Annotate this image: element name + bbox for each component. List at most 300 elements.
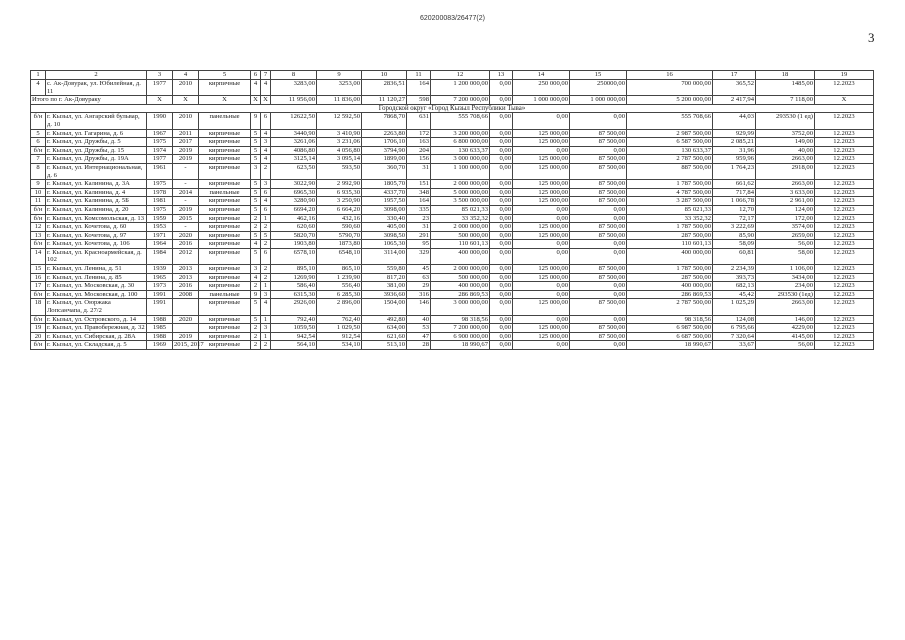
cell-col-2: г. Кызыл, ул. Кочетова, д. 97 [46, 231, 147, 240]
cell-col-19: 12.2023 [815, 341, 874, 350]
cell-col-16: 400 000,00 [627, 282, 713, 291]
cell-col-8: 1269,90 [271, 273, 317, 282]
cell-col-2: г. Кызыл, ул. Оюржака Лопсанчапа, д. 27/2 [46, 299, 147, 315]
cell-col-19: 12.2023 [815, 138, 874, 147]
cell-col-16: 85 021,33 [627, 205, 713, 214]
cell-col-13: 0,00 [490, 138, 513, 147]
cell-col-13: 0,00 [490, 96, 513, 105]
cell-col-3: 1990 [147, 113, 173, 129]
cell-col-7: 3 [261, 290, 271, 299]
cell-col-6: 5 [251, 248, 261, 264]
cell-col-9: 6 285,30 [317, 290, 362, 299]
cell-col-18: 3752,00 [756, 129, 815, 138]
cell-col-2: г. Кызыл, ул. Московская, д. 30 [46, 282, 147, 291]
cell-col-17: 33,67 [713, 341, 756, 350]
cell-col-10: 381,00 [362, 282, 407, 291]
cell-col-7: 1 [261, 315, 271, 324]
cell-col-12: 3 000 000,00 [431, 299, 490, 315]
cell-col-4: 2008 [173, 290, 199, 299]
cell-col-3: 1953 [147, 223, 173, 232]
cell-col-5: панельные [199, 290, 251, 299]
cell-col-17: 44,03 [713, 113, 756, 129]
cell-col-5: кирпичные [199, 80, 251, 96]
cell-col-12: 110 601,13 [431, 240, 490, 249]
cell-col-12: 2 000 000,00 [431, 180, 490, 189]
cell-col-6: 5 [251, 188, 261, 197]
cell-col-10: 1957,50 [362, 197, 407, 206]
table-row [31, 188, 874, 197]
cell-col-11: 23 [407, 214, 431, 223]
cell-col-10: 3114,00 [362, 248, 407, 264]
cell-col-15: 0,00 [570, 282, 627, 291]
cell-col-13: 0,00 [490, 341, 513, 350]
cell-col-10: 2836,51 [362, 80, 407, 96]
cell-col-9: 6 935,30 [317, 188, 362, 197]
cell-col-2: г. Кызыл, ул. Интернациональная, д. 6 [46, 163, 147, 179]
cell-col-3: 1977 [147, 155, 173, 164]
cell-col-4: 2019 [173, 155, 199, 164]
cell-col-4: 2016 [173, 240, 199, 249]
cell-col-8: 792,40 [271, 315, 317, 324]
cell-col-8: 3261,06 [271, 138, 317, 147]
cell-col-8: 6578,10 [271, 248, 317, 264]
cell-col-9: 2 992,90 [317, 180, 362, 189]
cell-col-4: 4 [173, 71, 199, 80]
cell-col-6: 5 [251, 197, 261, 206]
cell-col-10: 3098,50 [362, 231, 407, 240]
cell-col-13: 0,00 [490, 273, 513, 282]
cell-col-8: 586,40 [271, 282, 317, 291]
cell-col-8: 3022,90 [271, 180, 317, 189]
cell-col-13: 0,00 [490, 180, 513, 189]
cell-col-12: 400 000,00 [431, 248, 490, 264]
cell-col-12: 6 900 000,00 [431, 332, 490, 341]
cell-col-12: 12 [431, 71, 490, 80]
cell-col-11: 631 [407, 113, 431, 129]
cell-col-6: 4 [251, 273, 261, 282]
cell-col-9: 4 056,80 [317, 146, 362, 155]
cell-col-14: 0,00 [513, 290, 570, 299]
cell-col-12: 500 000,00 [431, 273, 490, 282]
cell-col-13: 0,00 [490, 129, 513, 138]
cell-col-8: 6694,20 [271, 205, 317, 214]
cell-col-16: 130 633,37 [627, 146, 713, 155]
cell-col-8: 6965,30 [271, 188, 317, 197]
table-row [31, 290, 874, 299]
section-title: Городской округ «Город Кызыл Республики Тыва» [31, 104, 874, 113]
cell-col-6: 5 [251, 138, 261, 147]
cell-col-16: 18 990,67 [627, 341, 713, 350]
cell-col-19: 12.2023 [815, 265, 874, 274]
cell-col-7: 6 [261, 188, 271, 197]
cell-col-15: 0,00 [570, 240, 627, 249]
cell-col-19: 12.2023 [815, 197, 874, 206]
cell-col-18: 172,00 [756, 214, 815, 223]
cell-col-13: 13 [490, 71, 513, 80]
cell-col-4: - [173, 163, 199, 179]
cell-col-18: 4229,00 [756, 324, 815, 333]
cell-col-7: 2 [261, 163, 271, 179]
cell-col-15: 87 500,00 [570, 155, 627, 164]
cell-col-12: 1 100 000,00 [431, 163, 490, 179]
cell-col-3: 1988 [147, 332, 173, 341]
cell-col-6: 5 [251, 205, 261, 214]
cell-col-3: 3 [147, 71, 173, 80]
cell-col-3: 1988 [147, 315, 173, 324]
cell-col-5: кирпичные [199, 240, 251, 249]
cell-col-9: 3253,00 [317, 80, 362, 96]
cell-col-19: 12.2023 [815, 248, 874, 264]
cell-col-4 [173, 324, 199, 333]
cell-col-15: 87 500,00 [570, 163, 627, 179]
cell-col-15: 0,00 [570, 205, 627, 214]
table-row [31, 138, 874, 147]
cell-col-14: 0,00 [513, 214, 570, 223]
cell-col-17: 45,42 [713, 290, 756, 299]
cell-col-15: 87 500,00 [570, 129, 627, 138]
cell-col-17: 85,90 [713, 231, 756, 240]
cell-col-2: г. Кызыл, ул. Дружбы, д. 19А [46, 155, 147, 164]
cell-col-10: 1706,10 [362, 138, 407, 147]
cell-col-11: 40 [407, 315, 431, 324]
cell-col-14: 125 000,00 [513, 231, 570, 240]
cell-col-11: 47 [407, 332, 431, 341]
cell-col-10: 3098,00 [362, 205, 407, 214]
cell-col-5: кирпичные [199, 341, 251, 350]
cell-col-10: 4337,70 [362, 188, 407, 197]
cell-col-13: 0,00 [490, 231, 513, 240]
cell-col-11: 348 [407, 188, 431, 197]
cell-col-19: 12.2023 [815, 188, 874, 197]
cell-col-16: 2 787 500,00 [627, 155, 713, 164]
cell-col-16: 700 000,00 [627, 80, 713, 96]
cell-col-11: 11 [407, 71, 431, 80]
cell-col-13: 0,00 [490, 80, 513, 96]
cell-col-5: кирпичные [199, 205, 251, 214]
cell-col-2: г. Кызыл, ул. Калинина, д. 20 [46, 205, 147, 214]
cell-col-14: 125 000,00 [513, 332, 570, 341]
cell-col-16: 6 687 500,00 [627, 332, 713, 341]
cell-col-5: кирпичные [199, 129, 251, 138]
cell-col-16: 1 787 500,00 [627, 223, 713, 232]
cell-col-16: 3 287 500,00 [627, 197, 713, 206]
column-number-row [31, 71, 874, 80]
table-row [31, 273, 874, 282]
cell-col-16: 400 000,00 [627, 248, 713, 264]
cell-col-1: Итого по г. Ак-Довураку [31, 96, 147, 105]
cell-col-13: 0,00 [490, 146, 513, 155]
cell-col-2: с. Ак-Довурак, ул. Юбилейная, д. 11 [46, 80, 147, 96]
cell-col-15: 87 500,00 [570, 324, 627, 333]
cell-col-10: 513,10 [362, 341, 407, 350]
cell-col-3: 1964 [147, 240, 173, 249]
cell-col-10: 405,00 [362, 223, 407, 232]
cell-col-4: - [173, 180, 199, 189]
cell-col-13: 0,00 [490, 240, 513, 249]
cell-col-4: X [173, 96, 199, 105]
table-row [31, 146, 874, 155]
cell-col-10: 634,00 [362, 324, 407, 333]
cell-col-1: б/н [31, 290, 46, 299]
cell-col-11: 31 [407, 223, 431, 232]
cell-col-17: 12,70 [713, 205, 756, 214]
cell-col-13: 0,00 [490, 265, 513, 274]
cell-col-16: 16 [627, 71, 713, 80]
cell-col-11: 172 [407, 129, 431, 138]
cell-col-1: 10 [31, 188, 46, 197]
cell-col-4: 2016 [173, 282, 199, 291]
cell-col-14: 250 000,00 [513, 80, 570, 96]
cell-col-17: 1 025,29 [713, 299, 756, 315]
cell-col-16: 6 587 500,00 [627, 138, 713, 147]
cell-col-7: 4 [261, 146, 271, 155]
table-row [31, 282, 874, 291]
cell-col-17: 6 795,66 [713, 324, 756, 333]
cell-col-12: 400 000,00 [431, 282, 490, 291]
cell-col-4: 2015 [173, 214, 199, 223]
table-row [31, 341, 874, 350]
cell-col-16: 33 352,32 [627, 214, 713, 223]
cell-col-8: 3125,14 [271, 155, 317, 164]
cell-col-15: 87 500,00 [570, 265, 627, 274]
cell-col-10: 360,70 [362, 163, 407, 179]
cell-col-8: 623,50 [271, 163, 317, 179]
cell-col-3: 1977 [147, 80, 173, 96]
cell-col-14: 125 000,00 [513, 129, 570, 138]
cell-col-8: 3440,90 [271, 129, 317, 138]
cell-col-18: 7 118,00 [756, 96, 815, 105]
cell-col-11: 204 [407, 146, 431, 155]
cell-col-4: 2014 [173, 188, 199, 197]
cell-col-18: 293530 (1ед) [756, 290, 815, 299]
cell-col-19: 12.2023 [815, 113, 874, 129]
cell-col-17: 58,09 [713, 240, 756, 249]
cell-col-7: 2 [261, 341, 271, 350]
cell-col-3: 1984 [147, 248, 173, 264]
cell-col-2: г. Кызыл, ул. Дружбы, д. 15 [46, 146, 147, 155]
cell-col-6: 6 [251, 71, 261, 80]
cell-col-19: 12.2023 [815, 163, 874, 179]
cell-col-6: 4 [251, 80, 261, 96]
cell-col-16: 2 787 500,00 [627, 299, 713, 315]
cell-col-8: 1059,50 [271, 324, 317, 333]
cell-col-11: 598 [407, 96, 431, 105]
cell-col-3: 1939 [147, 265, 173, 274]
cell-col-6: 9 [251, 290, 261, 299]
cell-col-6: X [251, 96, 261, 105]
cell-col-13: 0,00 [490, 223, 513, 232]
table-row [31, 223, 874, 232]
cell-col-3: 1965 [147, 273, 173, 282]
cell-col-9: 3 250,90 [317, 197, 362, 206]
cell-col-9: 865,10 [317, 265, 362, 274]
cell-col-11: 164 [407, 197, 431, 206]
cell-col-6: 2 [251, 214, 261, 223]
cell-col-3: 1961 [147, 163, 173, 179]
cell-col-18: 3434,00 [756, 273, 815, 282]
cell-col-6: 4 [251, 240, 261, 249]
cell-col-1: 4 [31, 80, 46, 96]
cell-col-6: 5 [251, 299, 261, 315]
cell-col-19: 12.2023 [815, 332, 874, 341]
cell-col-5: кирпичные [199, 197, 251, 206]
cell-col-12: 7 200 000,00 [431, 96, 490, 105]
cell-col-13: 0,00 [490, 282, 513, 291]
cell-col-11: 164 [407, 80, 431, 96]
cell-col-3: 1985 [147, 324, 173, 333]
cell-col-14: 125 000,00 [513, 155, 570, 164]
cell-col-11: 53 [407, 324, 431, 333]
cell-col-7: X [261, 96, 271, 105]
cell-col-19: 12.2023 [815, 180, 874, 189]
cell-col-7: 4 [261, 129, 271, 138]
cell-col-1: 15 [31, 265, 46, 274]
cell-col-18: 2663,00 [756, 180, 815, 189]
cell-col-11: 45 [407, 265, 431, 274]
cell-col-15: 0,00 [570, 248, 627, 264]
cell-col-9: 762,40 [317, 315, 362, 324]
cell-col-6: 2 [251, 282, 261, 291]
cell-col-4: - [173, 197, 199, 206]
cell-col-9: 12 592,50 [317, 113, 362, 129]
cell-col-5: кирпичные [199, 332, 251, 341]
cell-col-17: 959,96 [713, 155, 756, 164]
cell-col-15: 87 500,00 [570, 197, 627, 206]
cell-col-5: кирпичные [199, 180, 251, 189]
cell-col-12: 2 000 000,00 [431, 265, 490, 274]
cell-col-13: 0,00 [490, 163, 513, 179]
cell-col-7: 1 [261, 214, 271, 223]
cell-col-7: 3 [261, 138, 271, 147]
cell-col-12: 6 800 000,00 [431, 138, 490, 147]
cell-col-2: г. Кызыл, ул. Складская, д. 5 [46, 341, 147, 350]
cell-col-16: 555 708,66 [627, 113, 713, 129]
cell-col-8: 2926,00 [271, 299, 317, 315]
cell-col-1: 8 [31, 163, 46, 179]
cell-col-19: 12.2023 [815, 129, 874, 138]
cell-col-11: 329 [407, 248, 431, 264]
cell-col-8: 895,10 [271, 265, 317, 274]
cell-col-2: г. Кызыл, ул. Островского, д. 14 [46, 315, 147, 324]
cell-col-1: 9 [31, 180, 46, 189]
cell-col-15: 0,00 [570, 146, 627, 155]
cell-col-3: 1967 [147, 129, 173, 138]
cell-col-1: 12 [31, 223, 46, 232]
table-row [31, 299, 874, 315]
cell-col-5: X [199, 96, 251, 105]
cell-col-9: 534,10 [317, 341, 362, 350]
cell-col-18: 2659,00 [756, 231, 815, 240]
cell-col-13: 0,00 [490, 155, 513, 164]
cell-col-6: 5 [251, 146, 261, 155]
cell-col-18: 2663,00 [756, 299, 815, 315]
cell-col-6: 2 [251, 223, 261, 232]
cell-col-14: 125 000,00 [513, 273, 570, 282]
cell-col-18: 149,00 [756, 138, 815, 147]
cell-col-7: 2 [261, 265, 271, 274]
cell-col-2: г. Кызыл, ул. Московская, д. 100 [46, 290, 147, 299]
cell-col-1: 11 [31, 197, 46, 206]
table-row [31, 315, 874, 324]
cell-col-10: 621,60 [362, 332, 407, 341]
cell-col-17: 717,84 [713, 188, 756, 197]
cell-col-7: 4 [261, 197, 271, 206]
cell-col-17: 124,08 [713, 315, 756, 324]
table-row [31, 214, 874, 223]
cell-col-17: 393,73 [713, 273, 756, 282]
cell-col-19: 12.2023 [815, 155, 874, 164]
cell-col-13: 0,00 [490, 332, 513, 341]
cell-col-10: 3936,60 [362, 290, 407, 299]
cell-col-9: 6 664,20 [317, 205, 362, 214]
cell-col-18: 293530 (1 ед) [756, 113, 815, 129]
cell-col-13: 0,00 [490, 315, 513, 324]
table-row [31, 265, 874, 274]
cell-col-10: 1899,00 [362, 155, 407, 164]
cell-col-15: 87 500,00 [570, 332, 627, 341]
cell-col-4: 2020 [173, 231, 199, 240]
cell-col-3: 1975 [147, 205, 173, 214]
cell-col-15: 0,00 [570, 214, 627, 223]
cell-col-8: 3280,90 [271, 197, 317, 206]
cell-col-15: 1 000 000,00 [570, 96, 627, 105]
cell-col-19: 12.2023 [815, 146, 874, 155]
cell-col-15: 0,00 [570, 113, 627, 129]
cell-col-9: 1 239,90 [317, 273, 362, 282]
cell-col-5: кирпичные [199, 324, 251, 333]
cell-col-7: 4 [261, 80, 271, 96]
cell-col-7: 4 [261, 155, 271, 164]
cell-col-19: X [815, 96, 874, 105]
cell-col-18: 58,00 [756, 248, 815, 264]
cell-col-1: 5 [31, 129, 46, 138]
cell-col-3: 1959 [147, 214, 173, 223]
cell-col-2: г. Кызыл, ул. Кочетова, д. 60 [46, 223, 147, 232]
cell-col-4: 2013 [173, 265, 199, 274]
cell-col-17: 3 222,69 [713, 223, 756, 232]
cell-col-1: б/н [31, 205, 46, 214]
cell-col-14: 0,00 [513, 240, 570, 249]
cell-col-4: 2020 [173, 315, 199, 324]
cell-col-5: кирпичные [199, 163, 251, 179]
cell-col-1: б/н [31, 214, 46, 223]
cell-col-6: 5 [251, 155, 261, 164]
cell-col-18: 2 961,00 [756, 197, 815, 206]
cell-col-12: 85 021,33 [431, 205, 490, 214]
cell-col-15: 87 500,00 [570, 180, 627, 189]
cell-col-10: 817,20 [362, 273, 407, 282]
cell-col-11: 335 [407, 205, 431, 214]
cell-col-16: 5 200 000,00 [627, 96, 713, 105]
cell-col-1: 16 [31, 273, 46, 282]
cell-col-12: 286 869,53 [431, 290, 490, 299]
cell-col-9: 3 410,90 [317, 129, 362, 138]
cell-col-6: 2 [251, 324, 261, 333]
cell-col-13: 0,00 [490, 214, 513, 223]
cell-col-12: 1 200 000,00 [431, 80, 490, 96]
cell-col-1: 18 [31, 299, 46, 315]
cell-col-7: 6 [261, 205, 271, 214]
cell-col-7: 1 [261, 282, 271, 291]
cell-col-2: г. Кызыл, ул. Красноармейская, д. 102 [46, 248, 147, 264]
cell-col-9: 5790,70 [317, 231, 362, 240]
cell-col-18: 56,00 [756, 341, 815, 350]
cell-col-17: 72,17 [713, 214, 756, 223]
cell-col-8: 564,10 [271, 341, 317, 350]
table-row [31, 205, 874, 214]
cell-col-15: 0,00 [570, 315, 627, 324]
cell-col-9: 3 095,14 [317, 155, 362, 164]
